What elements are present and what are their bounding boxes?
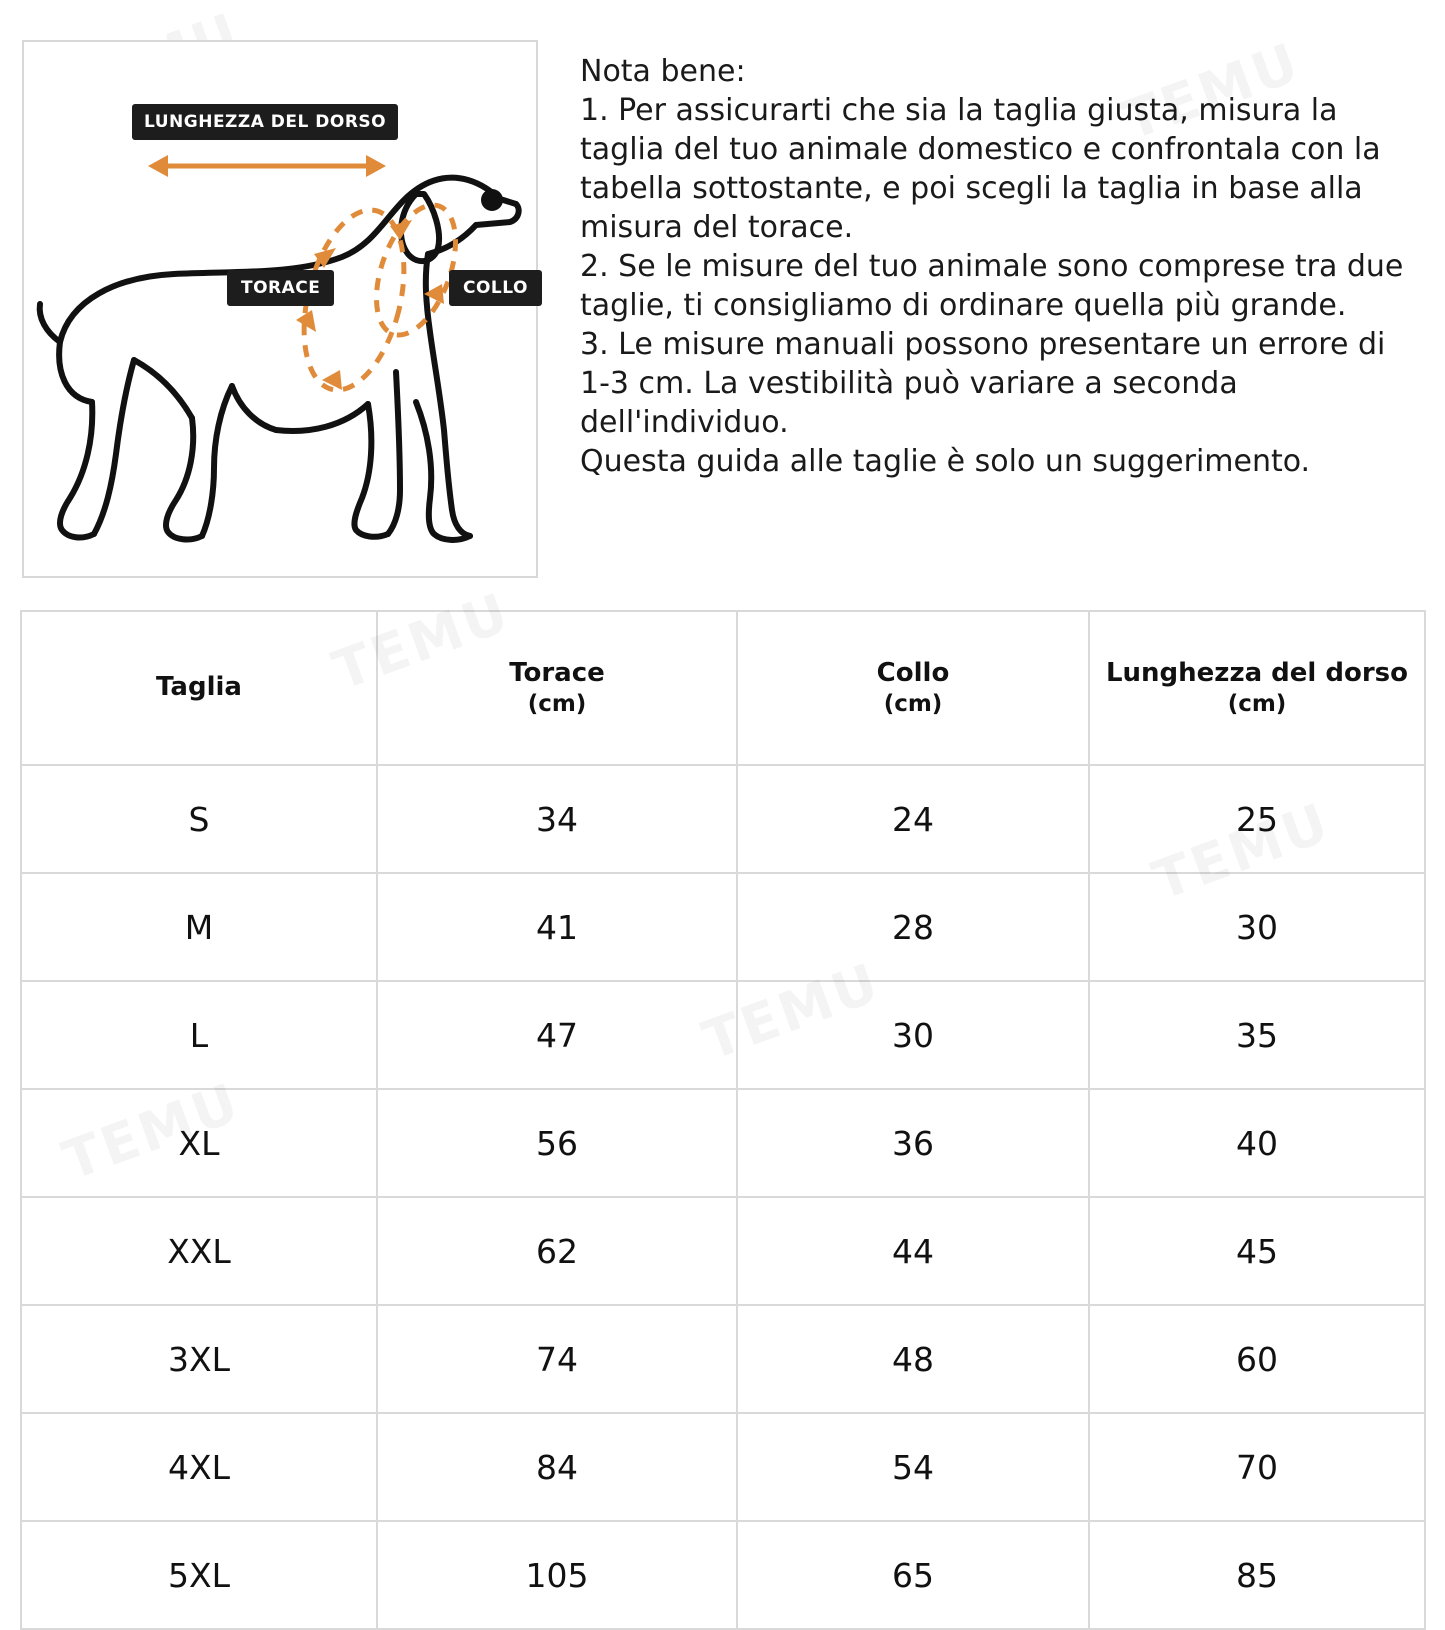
cell-size: 3XL [21,1305,377,1413]
table-row [21,1305,1425,1413]
table-row [21,1521,1425,1629]
notes-block [538,40,1423,481]
cell-back-length: 40 [1089,1089,1425,1197]
cell-back-length: 25 [1089,765,1425,873]
header-back-label: Lunghezza del dorso [1105,658,1409,689]
dog-eye-icon [481,189,503,211]
table-row [21,1197,1425,1305]
header-size-label: Taglia [156,672,242,703]
cell-size: S [21,765,377,873]
cell-size: M [21,873,377,981]
header-back-length [1089,611,1425,765]
note-line-4: Questa guida alle taglie è solo un suggerimento. [580,444,1311,479]
top-section [0,0,1445,578]
notes-title: Nota bene: [580,54,746,89]
label-chest: TORACE [227,270,334,306]
table-row [21,1089,1425,1197]
table-row [21,981,1425,1089]
header-neck-unit: (cm) [883,690,943,717]
cell-back-length: 70 [1089,1413,1425,1521]
cell-neck: 28 [737,873,1089,981]
cell-neck: 48 [737,1305,1089,1413]
cell-neck: 36 [737,1089,1089,1197]
size-chart-table [20,610,1426,1630]
cell-back-length: 85 [1089,1521,1425,1629]
cell-back-length: 60 [1089,1305,1425,1413]
table-header-row [21,611,1425,765]
cell-size: XL [21,1089,377,1197]
cell-neck: 30 [737,981,1089,1089]
cell-chest: 105 [377,1521,737,1629]
note-line-3: 3. Le misure manuali possono presentare un errore di 1-3 cm. La vestibilità può variare a seconda dell'individuo. [580,327,1386,440]
header-chest-label: Torace [509,658,605,689]
cell-chest: 56 [377,1089,737,1197]
cell-size: 5XL [21,1521,377,1629]
table-row [21,873,1425,981]
cell-chest: 62 [377,1197,737,1305]
cell-chest: 74 [377,1305,737,1413]
header-neck-label: Collo [876,658,950,689]
header-chest [377,611,737,765]
table-row [21,765,1425,873]
note-line-2: 2. Se le misure del tuo animale sono comprese tra due taglie, ti consigliamo di ordinare quella più grande. [580,249,1404,323]
cell-chest: 84 [377,1413,737,1521]
cell-neck: 24 [737,765,1089,873]
cell-chest: 34 [377,765,737,873]
cell-chest: 47 [377,981,737,1089]
cell-neck: 44 [737,1197,1089,1305]
cell-chest: 41 [377,873,737,981]
cell-back-length: 30 [1089,873,1425,981]
cell-size: XXL [21,1197,377,1305]
cell-neck: 54 [737,1413,1089,1521]
cell-neck: 65 [737,1521,1089,1629]
table-row [21,1413,1425,1521]
table-body [21,765,1425,1629]
cell-back-length: 45 [1089,1197,1425,1305]
cell-back-length: 35 [1089,981,1425,1089]
header-chest-unit: (cm) [527,690,587,717]
note-line-1: 1. Per assicurarti che sia la taglia giusta, misura la taglia del tuo animale domestico e confrontala con la tabella sottostante, e poi scegli la taglia in base alla misura del torace. [580,93,1381,245]
header-back-unit: (cm) [1227,690,1287,717]
cell-size: L [21,981,377,1089]
dog-measurement-diagram [22,40,538,578]
label-back-length: LUNGHEZZA DEL DORSO [132,104,398,140]
cell-size: 4XL [21,1413,377,1521]
header-neck [737,611,1089,765]
label-neck: COLLO [449,270,542,306]
header-size [21,611,377,765]
